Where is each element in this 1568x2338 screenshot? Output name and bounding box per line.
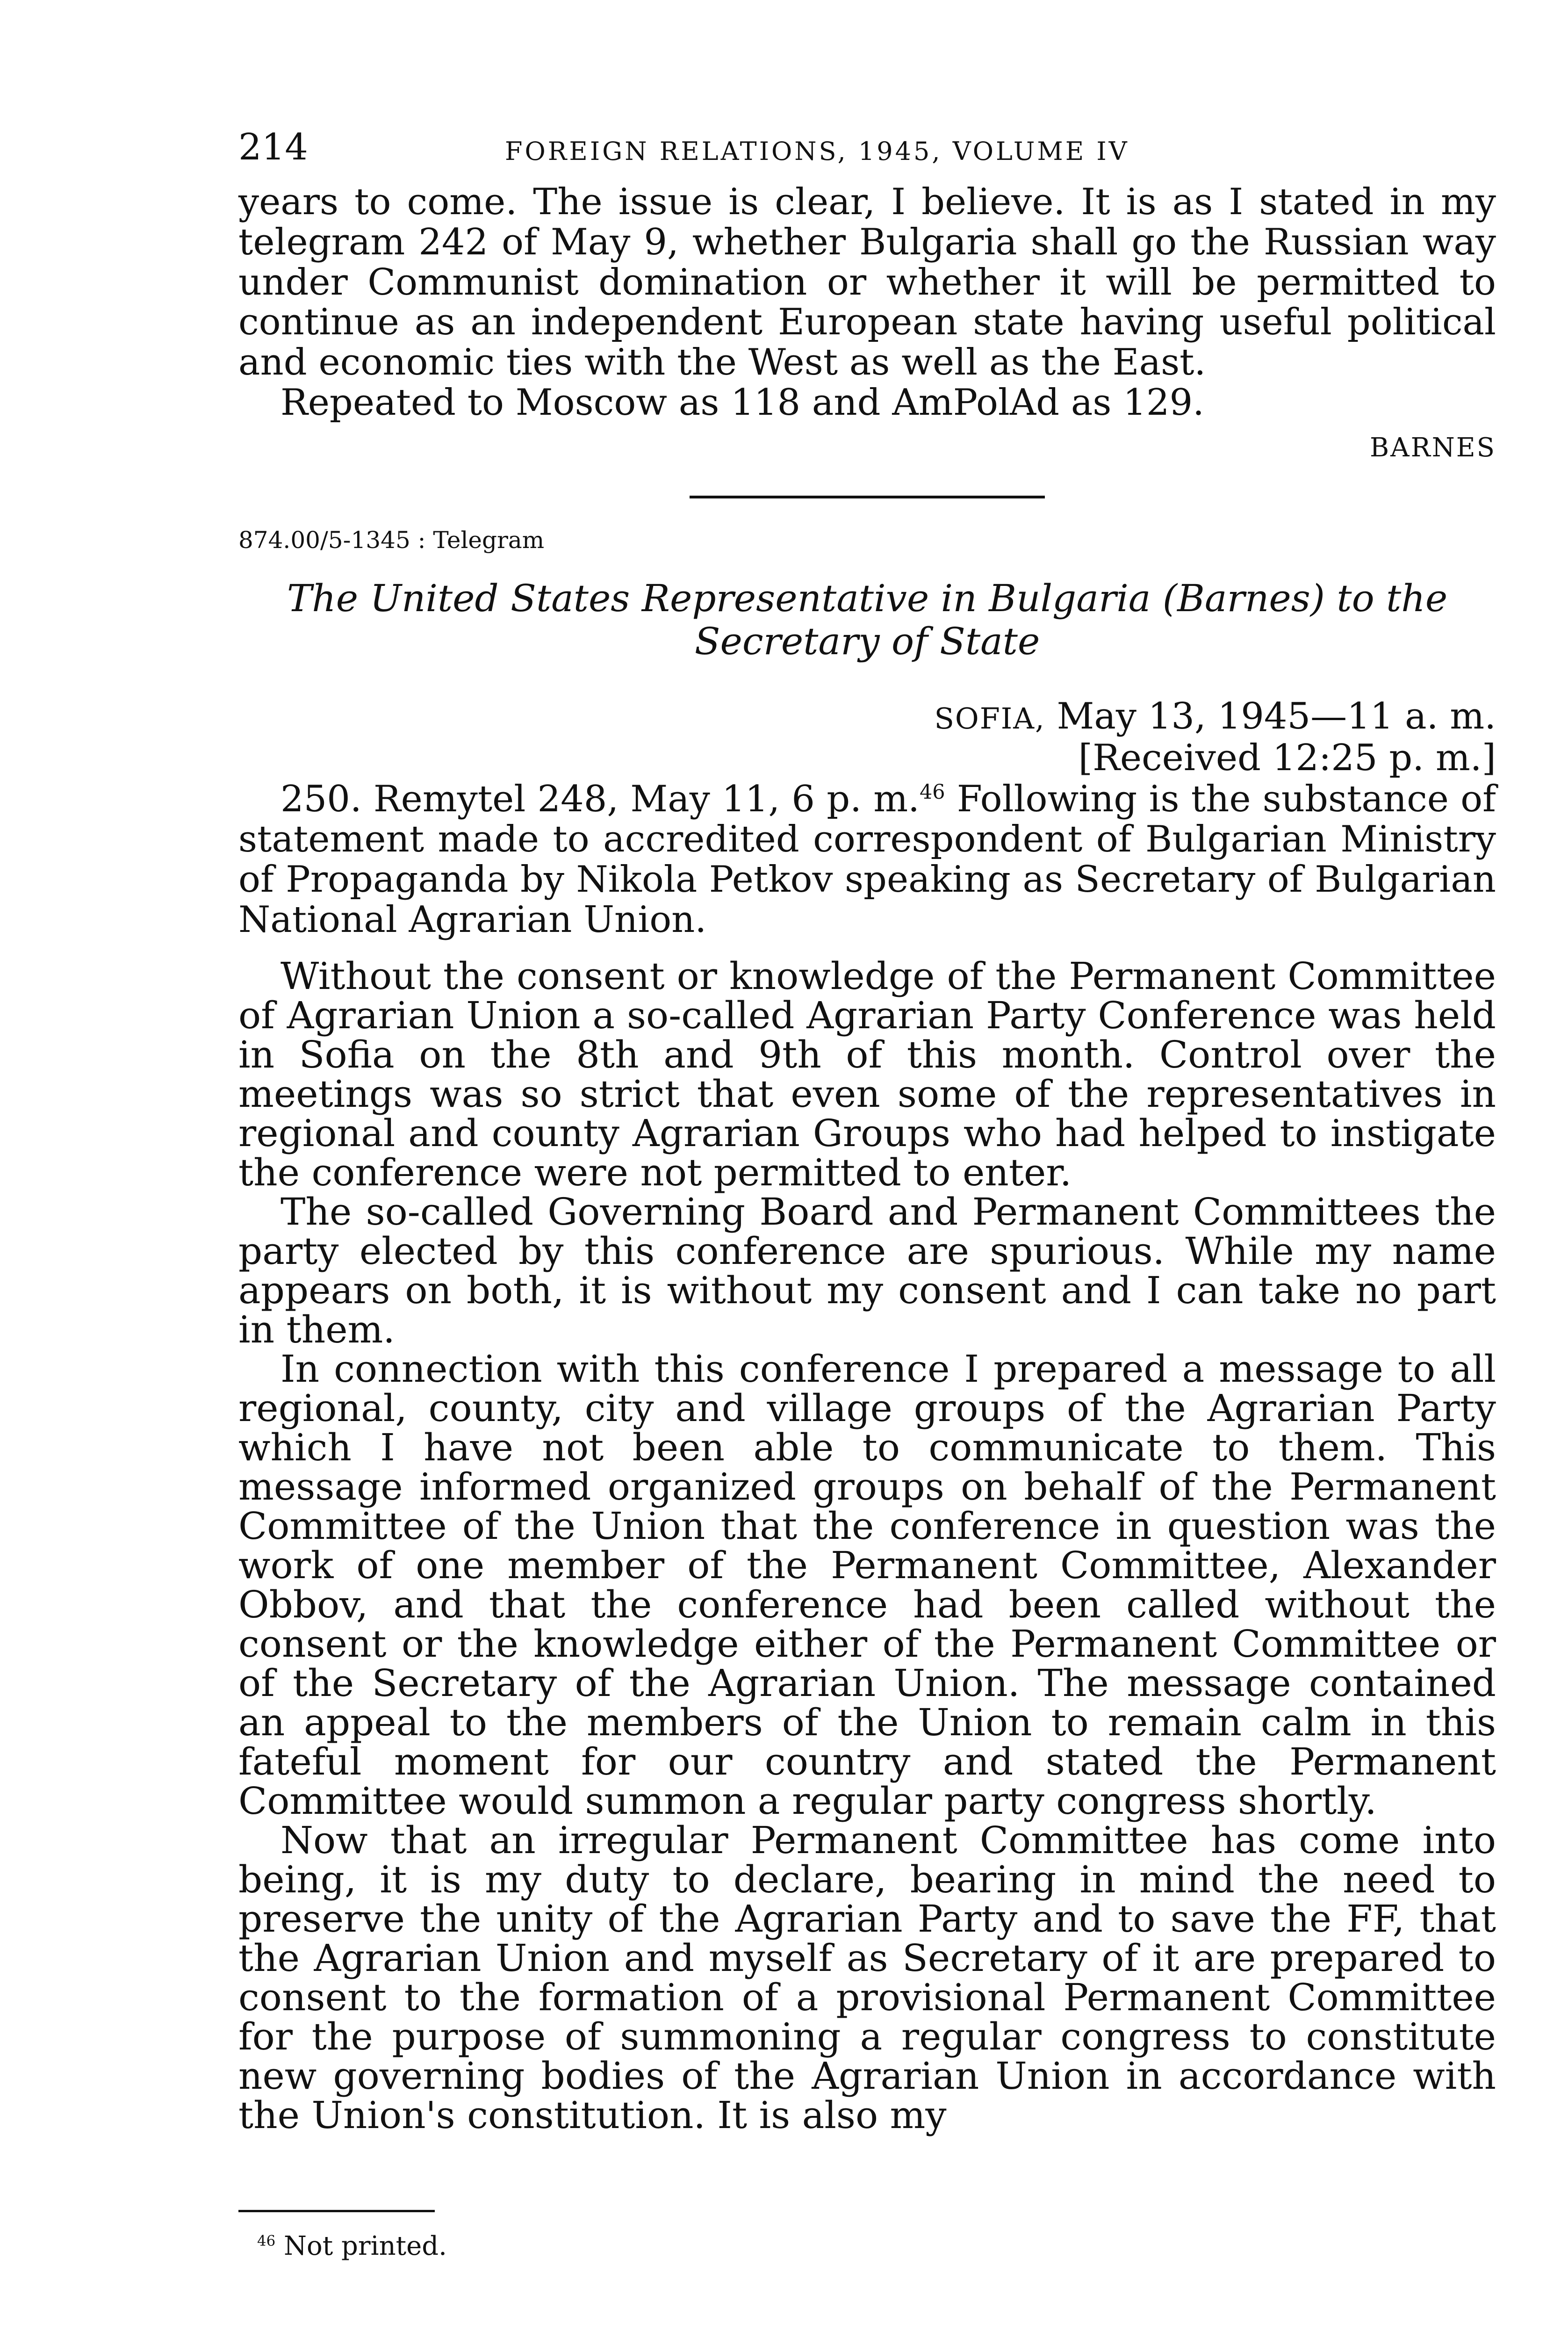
statement-paragraph: Without the consent or knowledge of the Permanent Committee of Agrarian Union a so-called Agrarian Party Conference was held in Sofia on the 8th and 9th of this month. Control over the meetings was so strict that even some of the representatives in regional and county Agrarian Groups who had helped to instigate the conference were not permitted to enter. (238, 954, 1496, 1195)
running-head: FOREIGN RELATIONS, 1945, VOLUME IV (505, 137, 1129, 166)
heading-line-1: The United States Representative in Bulgaria (Barnes) to the (287, 576, 1448, 620)
statement-body (238, 954, 1496, 2137)
signature: BARNES (1370, 432, 1496, 463)
file-reference: 874.00/5-1345 : Telegram (238, 526, 545, 554)
statement-paragraph: In connection with this conference I prepared a message to all regional, county, city and village groups of the Agrarian Party which I have not been able to communicate to them. This message informed organized groups on behalf of the Permanent Committee of the Union that the conference in question was the work of one member of the Permanent Committee, Alexander Obbov, and that the conference had been called without the consent or the knowledge either of the Permanent Committee or of the Secretary of the Agrarian Union. The message contained an appeal to the members of the Union to remain calm in this fateful moment for our country and stated the Permanent Committee would summon a regular party congress shortly. (238, 1347, 1496, 1823)
statement-paragraph: Now that an irregular Permanent Committee has come into being, it is my duty to declare, bearing in mind the need to preserve the unity of the Agrarian Party and to save the FF, that the Agrarian Union and myself as Secretary of it are prepared to consent to the formation of a provisional Permanent Committee for the purpose of summoning a regular congress to constitute new governing bodies of the Agrarian Union in accordance with the Union's constitution. It is also my (238, 1818, 1496, 2137)
document-page (238, 112, 1496, 2261)
paragraph-repeated-to: Repeated to Moscow as 118 and AmPolAd as 129. (281, 381, 1204, 424)
footnote-marker: 46 (257, 2232, 276, 2250)
intro-text: 250. Remytel 248, May 11, 6 p. m. (281, 778, 920, 821)
page-number: 214 (238, 126, 308, 168)
place-date (238, 696, 1496, 738)
footnote-ref: 46 (919, 780, 945, 804)
footnote-text: Not printed. (284, 2231, 447, 2262)
received-time: [Received 12:25 p. m.] (1078, 737, 1496, 779)
footnote (238, 2231, 1496, 2261)
statement-paragraph: The so-called Governing Board and Permanent Committees the party elected by this conference are spurious. While my name appears on both, it is without my consent and I can take no part in them. (238, 1190, 1496, 1352)
dateline (238, 696, 1496, 779)
heading-line-2: Secretary of State (694, 619, 1040, 663)
place: SOFIA, (934, 701, 1045, 736)
telegram-intro (238, 779, 1496, 940)
footnote-divider (238, 2210, 435, 2212)
page-header (238, 112, 1496, 182)
document-heading (238, 577, 1496, 663)
paragraph-continuation: years to come. The issue is clear, I believe. It is as I stated in my telegram 242 of May 9, whether Bulgaria shall go the Russian way under Communist domination or whether it will be permitted to continue as an independent European state having useful political and economic ties with the West as well as the East. (238, 181, 1496, 384)
intro-text-continued: Following is the substance of statement made to accredited correspondent of Bulgarian Ministry of Propaganda by Nikola Petkov speaking as Secretary of Bulgarian National Agrarian Union. (238, 778, 1496, 941)
date: May 13, 1945—11 a. m. (1057, 695, 1496, 737)
section-divider (690, 496, 1045, 498)
